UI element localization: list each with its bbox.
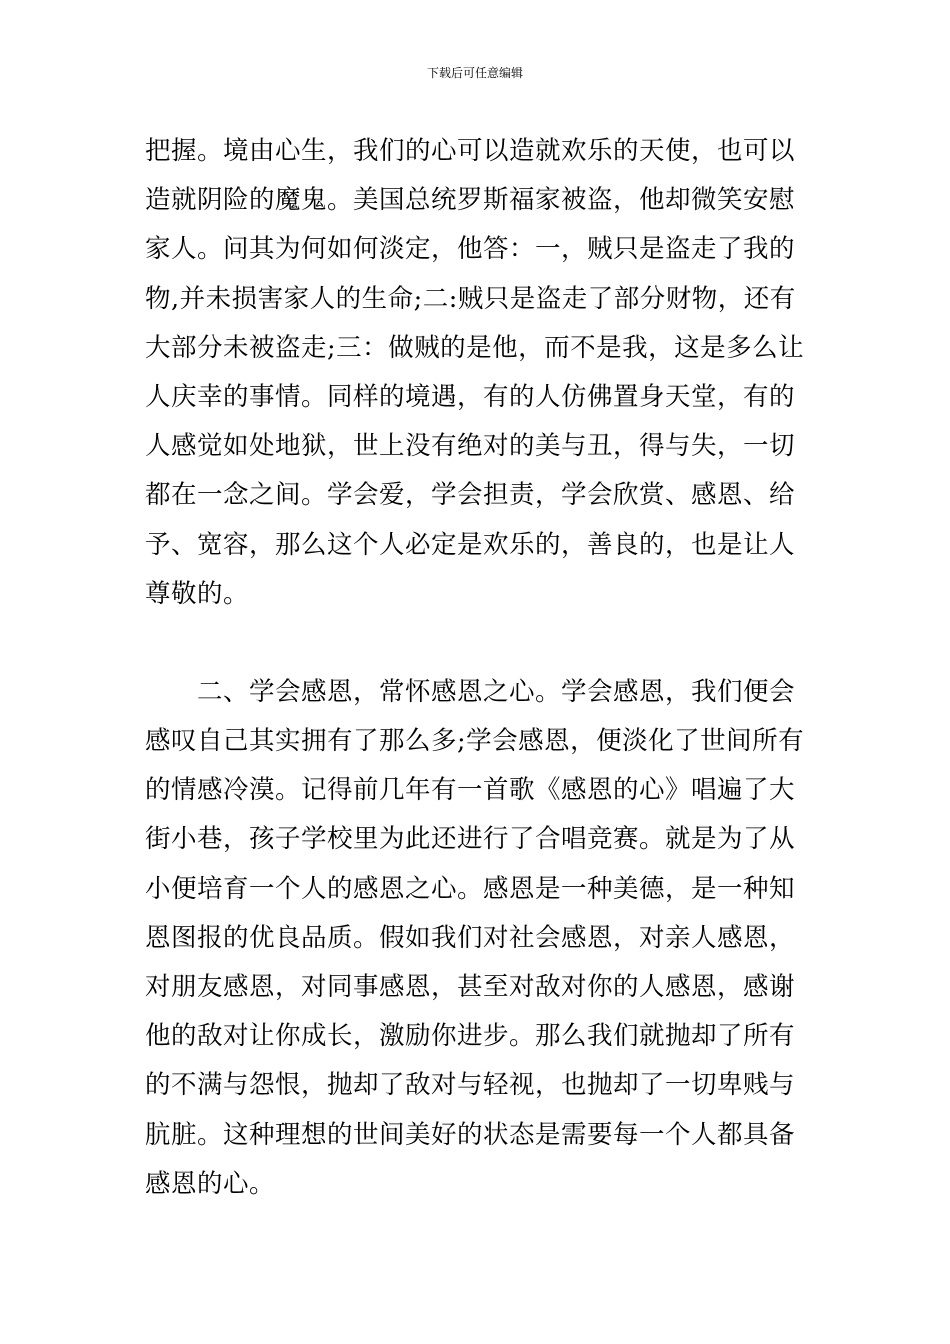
paragraph-1: [145, 127, 815, 619]
text-line: 感恩的心。: [145, 1168, 276, 1199]
text-line: 小便培育一个人的感恩之心。感恩是一种美德，是一种知: [145, 873, 796, 904]
text-line: 把握。境由心生，我们的心可以造就欢乐的天使，也可以: [145, 136, 796, 166]
text-line: 恩图报的优良品质。假如我们对社会感恩，对亲人感恩，: [145, 922, 796, 953]
text-line: 的情感冷漠。记得前几年有一首歌《感恩的心》唱遍了大: [145, 775, 796, 806]
text-line: 对朋友感恩，对同事感恩，甚至对敌对你的人感恩，感谢: [145, 972, 796, 1002]
text-line: 造就阴险的魔鬼。美国总统罗斯福家被盗，他却微笑安慰: [145, 185, 796, 216]
text-line: 人庆幸的事情。同样的境遇，有的人仿佛置身天堂，有的: [145, 381, 796, 412]
text-line: 家人。问其为何如何淡定，他答：一，贼只是盗走了我的: [145, 234, 796, 265]
text-line: 都在一念之间。学会爱，学会担责，学会欣赏、感恩、给: [145, 480, 796, 511]
text-line: 大部分未被盗走;三：做贼的是他，而不是我，这是多么让: [145, 332, 805, 363]
page-header: 下载后可任意编辑: [426, 66, 523, 80]
text-line: 予、宽容，那么这个人必定是欢乐的，善良的，也是让人: [145, 529, 796, 560]
text-line: 人感觉如处地狱，世上没有绝对的美与丑，得与失，一切: [145, 431, 796, 462]
text-line: 肮脏。这种理想的世间美好的状态是需要每一个人都具备: [145, 1119, 796, 1150]
text-line: 街小巷，孩子学校里为此还进行了合唱竞赛。就是为了从: [145, 824, 796, 855]
text-line: 他的敌对让你成长，激励你进步。那么我们就抛却了所有: [145, 1021, 796, 1052]
text-line: 的不满与怨恨，抛却了敌对与轻视，也抛却了一切卑贱与: [145, 1070, 796, 1101]
text-line: 感叹自己其实拥有了那么多;学会感恩，便淡化了世间所有: [145, 726, 805, 757]
document-body: [145, 127, 815, 1209]
text-line: 物,并未损害家人的生命;二:贼只是盗走了部分财物，还有: [145, 283, 796, 314]
text-line: 尊敬的。: [145, 578, 250, 609]
text-line: 二、学会感恩，常怀感恩之心。学会感恩，我们便会: [145, 676, 796, 707]
paragraph-2: [145, 668, 815, 1209]
